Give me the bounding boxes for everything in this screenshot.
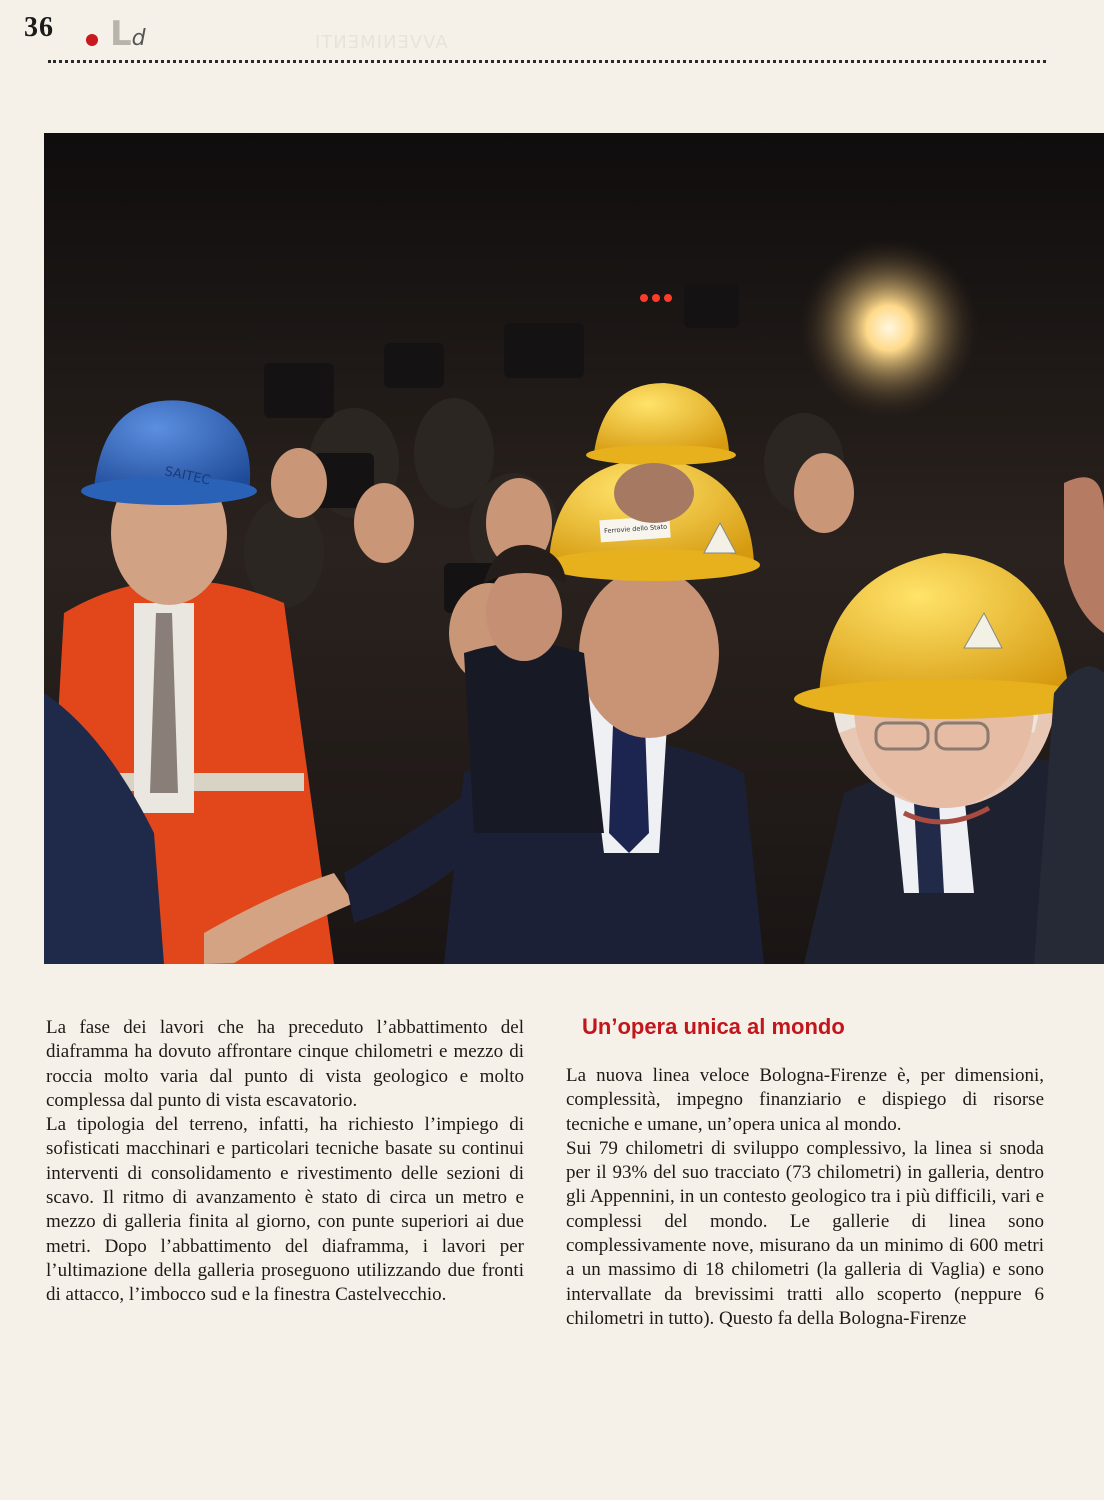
article-column-left xyxy=(46,1016,524,1308)
page-number: 36 xyxy=(24,12,54,43)
paragraph: Sui 79 chilometri di sviluppo complessivo, la linea si snoda per il 93% del suo tracciato (73 chilometri) in galleria, dentro gli Appennini, in un contesto geologico tra i più difficili, vari e complessi del mondo. Le gallerie di linea sono complessivamente nove, misurano da un minimo di 600 metri a un massimo di 18 chilometri (la galleria di Vaglia) e sono intervallate da brevissimi tratti allo scoperto (neppure 6 chilometri in tutto). Questo fa della Bologna-Firenze xyxy=(566,1137,1044,1329)
magazine-logo: Ld xyxy=(110,14,146,54)
article-column-right xyxy=(566,1064,1044,1331)
paragraph: La tipologia del terreno, infatti, ha richiesto l’impiego di sofisticati macchinari e particolari tecniche basate su continui interventi di consolidamento e rivestimento delle sezioni di scavo. Il ritmo di avanzamento è stato di circa un metro e mezzo di galleria finita al giorno, con punte superiori ai due metri. Dopo l’abbattimento del diaframma, i lavori per l’ultimazione della galleria proseguono utilizzando due fronti di attacco, l’imbocco sud e la finestra Castelvecchio. xyxy=(46,1114,524,1306)
paragraph: La fase dei lavori che ha preceduto l’abbattimento del diaframma ha dovuto affrontare cinque chilometri e mezzo di roccia molto varia dal punto di vista geologico e molto complessa dal punto di vista escavatorio. xyxy=(46,1017,524,1111)
photo-illustration xyxy=(44,133,1104,964)
bullet-dot-icon xyxy=(86,34,98,46)
dotted-divider xyxy=(48,60,1046,63)
article-subheading: Un’opera unica al mondo xyxy=(582,1014,845,1039)
page-header xyxy=(24,12,1054,72)
article-photo xyxy=(44,133,1104,964)
paragraph: La nuova linea veloce Bologna-Firenze è, per dimensioni, complessità, impegno finanziario e dispiego di risorse tecniche e umane, un’opera unica al mondo. xyxy=(566,1065,1044,1135)
hardhat-badge-label: Ferrovie dello Stato xyxy=(603,522,668,536)
section-label-showthrough: AVVENIMENTI xyxy=(314,32,448,53)
helmet-worker-label: SAITEC xyxy=(163,464,212,489)
